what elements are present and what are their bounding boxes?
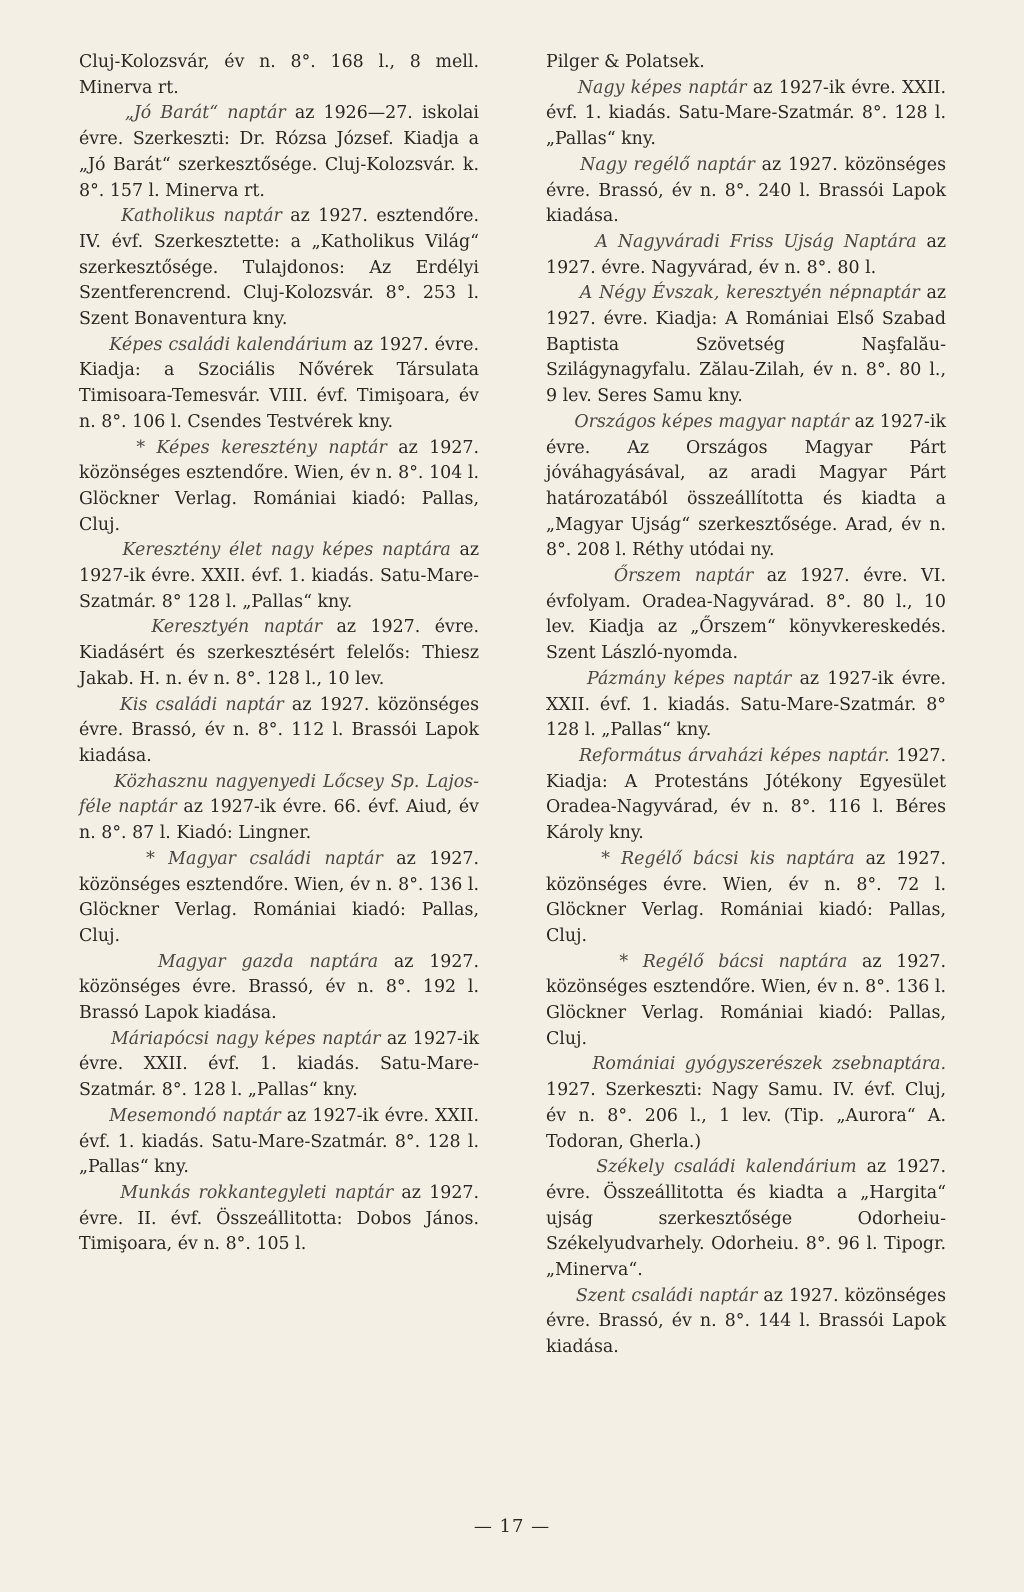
- entry-title: Közhasznu nagyenyedi Lőcsey Sp. Lajos-féle naptár: [79, 771, 480, 818]
- bibliography-entry: [79, 770, 479, 847]
- bibliography-entry: [79, 538, 479, 615]
- entry-title: * Magyar családi naptár: [146, 848, 383, 869]
- bibliography-entry: [546, 281, 946, 410]
- bibliography-entry: [79, 101, 479, 204]
- bibliography-entry: [79, 615, 479, 692]
- entry-title: Őrszem naptár: [613, 566, 754, 587]
- entry-text: az 1927. közönséges évre. Brassó, év n. 8°. 144 l. Brassói Lapok kiadása.: [546, 1285, 947, 1358]
- left-column: [79, 50, 479, 1258]
- bibliography-entry: [79, 50, 479, 101]
- entry-title: * Regélő bácsi naptára: [619, 951, 848, 972]
- bibliography-entry: [546, 1284, 946, 1361]
- bibliography-entry: [79, 1181, 479, 1258]
- entry-text: 1927. Kiadja: A Protestáns Jótékony Egyesület Oradea-Nagyvárad, év n. 8°. 116 l. Béres Károly kny.: [546, 745, 946, 844]
- entry-text: az 1927. évre. II. évf. Összeállitotta: Dobos János. Timişoara, év n. 8°. 105 l.: [79, 1182, 479, 1255]
- entry-title: Máriapócsi nagy képes naptár: [110, 1028, 381, 1049]
- bibliography-entry: [79, 1104, 479, 1181]
- entry-text: az 1927. közönséges évre. Brassó, év n. 8°. 240 l. Brassói Lapok kiadása.: [546, 154, 947, 227]
- bibliography-entry: [546, 847, 946, 950]
- bibliography-entry: [546, 1155, 946, 1284]
- bibliography-entry: [79, 950, 479, 1027]
- bibliography-entry: [79, 436, 479, 539]
- entry-text: az 1927. esztendőre. IV. évf. Szerkesztette: a „Katholikus Világ“ szerkesztősége. Tulajdonos: Az Erdélyi Szentferencrend. Cluj-Kolozsvár. 8°. 253 l. Szent Bonaventura kny.: [79, 206, 479, 330]
- page-number: — 17 —: [473, 1516, 551, 1537]
- bibliography-entry: [546, 50, 946, 76]
- entry-title: Keresztyén naptár: [151, 617, 323, 638]
- entry-text: az 1927. közönséges esztendőre. Wien, év n. 8°. 136 l. Glöckner Verlag. Romániai kiadó: Pallas, Cluj.: [546, 951, 947, 1049]
- entry-text: az 1927. közönséges évre. Brassó, év n. 8°. 112 l. Brassói Lapok kiadása.: [79, 694, 480, 766]
- bibliography-entry: [79, 693, 479, 770]
- bibliography-entry: [546, 230, 946, 281]
- entry-text: az 1926—27. iskolai évre. Szerkeszti: Dr. Rózsa József. Kiadja a „Jó Barát“ szerkesztősége. Cluj-Kolozsvár. k. 8°. 157 l. Minerva rt.: [79, 103, 479, 201]
- entry-text: az 1927. közönséges évre. Brassó, év n. 8°. 192 l. Brassó Lapok kiadása.: [79, 951, 480, 1024]
- bibliography-entry: [546, 744, 946, 847]
- entry-title: Mesemondó naptár: [109, 1105, 281, 1126]
- entry-title: Romániai gyógyszerészek zsebnaptára.: [592, 1054, 947, 1075]
- entry-text: Cluj-Kolozsvár, év n. 8°. 168 l., 8 mell. Minerva rt.: [79, 52, 479, 98]
- entry-text: 1927. Szerkeszti: Nagy Samu. IV. évf. Cluj, év n. 8°. 206 l., 1 lev. (Tip. „Aurora“ A. Todoran, Gherla.): [546, 1080, 946, 1152]
- entry-text: az 1927. közönséges esztendőre. Wien, év n. 8°. 104 l. Glöckner Verlag. Romániai kiadó: Pallas, Cluj.: [79, 437, 480, 535]
- entry-text: az 1927. évre. Kiadásért és szerkesztésért felelős: Thiesz Jakab. H. n. év n. 8°. 128 l., 10 lev.: [79, 617, 479, 689]
- entry-title: * Regélő bácsi kis naptára: [601, 848, 855, 869]
- entry-text: Pilger & Polatsek.: [546, 52, 705, 72]
- entry-text: az 1927-ik évre. XXII. évf. 1. kiadás. Satu-Mare-Szatmár. 8°. 128 l. „Pallas“ kny.: [79, 1105, 479, 1178]
- entry-text: az 1927-ik évre. XXII. évf. 1. kiadás. Satu-Mare-Szatmár. 8°. 128 l. „Pallas“ kny.: [79, 1028, 479, 1101]
- bibliography-entry: [546, 667, 946, 744]
- bibliography-entry: [546, 410, 946, 564]
- entry-text: az 1927-ik évre. XXII. évf. 1. kiadás. Satu-Mare-Szatmár. 8° 128 l. „Pallas“ kny.: [79, 540, 479, 612]
- bibliography-entry: [546, 1052, 946, 1155]
- bibliography-entry: [79, 333, 479, 436]
- entry-title: Nagy képes naptár: [577, 77, 747, 98]
- entry-title: Keresztény élet nagy képes naptára: [122, 540, 451, 561]
- bibliography-entry: [79, 204, 479, 333]
- entry-text: az 1927-ik évre. XXII. évf. 1. kiadás. Satu-Mare-Szatmár. 8° 128 l. „Pallas“ kny.: [546, 668, 946, 741]
- entry-title: Székely családi kalendárium: [596, 1157, 857, 1178]
- bibliography-entry: [546, 564, 946, 667]
- entry-title: Pázmány képes naptár: [587, 668, 792, 689]
- entry-text: az 1927. évre. VI. évfolyam. Oradea-Nagyvárad. 8°. 80 l., 10 lev. Kiadja az „Őrszem“ könyvkereskedés. Szent László-nyomda.: [546, 566, 947, 664]
- entry-text: az 1927. évre. Összeállitotta és kiadta a „Hargita“ ujság szerkesztősége Odorheiu-Székelyudvarhely. Odorheiu. 8°. 96 l. Tipogr. „Minerva“.: [546, 1157, 947, 1281]
- entry-title: Nagy regélő naptár: [580, 154, 755, 175]
- entry-text: az 1927. közönséges évre. Wien, év n. 8°. 72 l. Glöckner Verlag. Romániai kiadó: Pallas, Cluj.: [546, 848, 946, 946]
- entry-title: * Képes keresztény naptár: [136, 437, 387, 458]
- entry-title: Magyar gazda naptára: [157, 951, 379, 972]
- entry-title: Képes családi kalendárium: [109, 334, 348, 355]
- bibliography-entry: [79, 1027, 479, 1104]
- entry-title: „Jó Barát“ naptár: [124, 103, 286, 124]
- entry-title: Katholikus naptár: [121, 206, 282, 227]
- entry-text: az 1927-ik évre. 66. évf. Aiud, év n. 8°. 87 l. Kiadó: Lingner.: [79, 797, 479, 844]
- entry-title: Szent családi naptár: [575, 1285, 758, 1306]
- bibliography-entry: [79, 847, 479, 950]
- right-column: [546, 50, 946, 1361]
- entry-title: A Nagyváradi Friss Ujság Naptára: [595, 231, 917, 252]
- entry-title: Kis családi naptár: [119, 694, 284, 715]
- entry-title: Munkás rokkantegyleti naptár: [120, 1182, 394, 1203]
- entry-title: Országos képes magyar naptár: [574, 411, 849, 432]
- bibliography-entry: [546, 950, 946, 1053]
- entry-text: az 1927. közönséges esztendőre. Wien, év n. 8°. 136 l. Glöckner Verlag. Romániai kiadó: Pallas, Cluj.: [79, 848, 480, 946]
- entry-title: A Négy Évszak, keresztyén népnaptár: [579, 283, 920, 304]
- entry-text: az 1927-ik évre. XXII. évf. 1. kiadás. Satu-Mare-Szatmár. 8°. 128 l. „Pallas“ kny.: [546, 77, 947, 150]
- entry-title: Református árvaházi képes naptár.: [578, 745, 890, 766]
- entry-text: az 1927-ik évre. Az Országos Magyar Párt jóváhagyásával, az aradi Magyar Párt határozatából összeállította és kiadta a „Magyar Ujság“ szerkesztősége. Arad, év n. 8°. 208 l. Réthy utódai ny.: [546, 411, 946, 561]
- entry-text: az 1927. évre. Kiadja: A Romániai Első Szabad Baptista Szövetség Naşfalău-Szilágynagyfalu. Zălau-Zilah, év n. 8°. 80 l., 9 lev. Seres Samu kny.: [546, 283, 947, 407]
- entry-text: az 1927. évre. Nagyvárad, év n. 8°. 80 l.: [546, 231, 947, 278]
- bibliography-entry: [546, 153, 946, 230]
- bibliography-entry: [546, 76, 946, 153]
- entry-text: az 1927. évre. Kiadja: a Szociális Nővérek Társulata Timisoara-Temesvár. VIII. évf. Timişoara, év n. 8°. 106 l. Csendes Testvérek kny.: [79, 334, 480, 432]
